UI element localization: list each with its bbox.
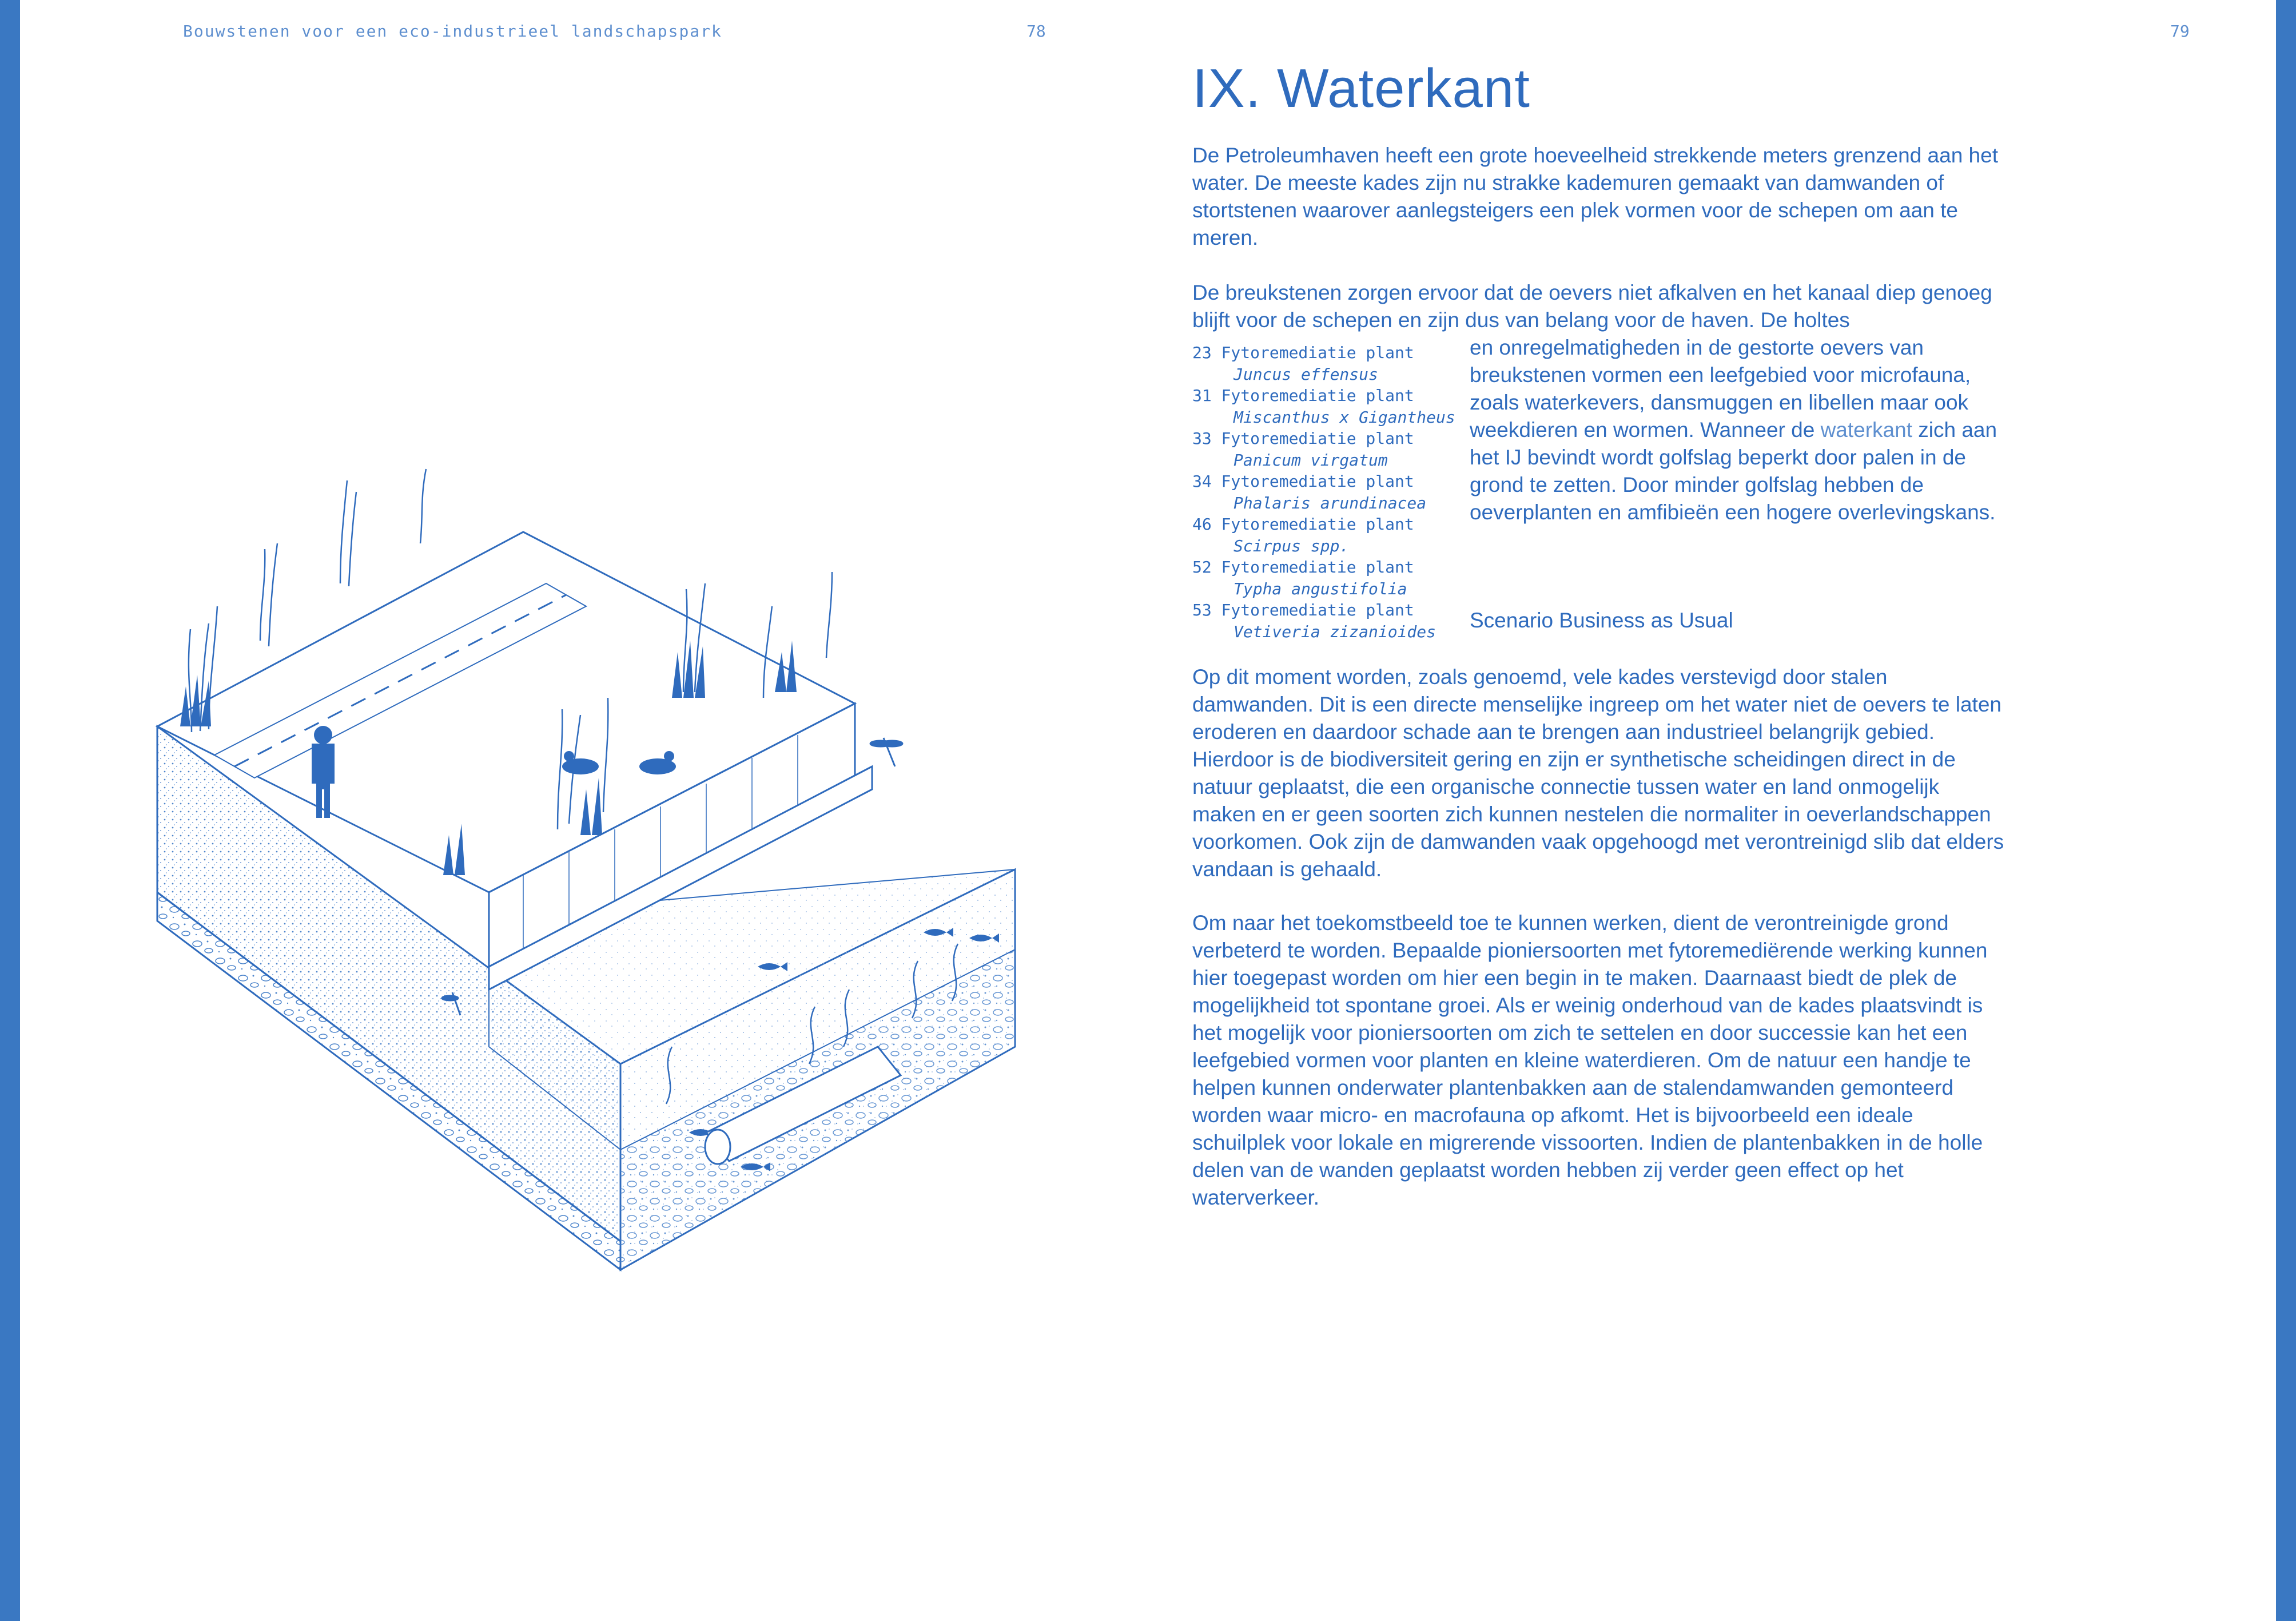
waterfront-isometric-illustration (123, 458, 1049, 1281)
paragraph-intro: De Petroleumhaven heeft een grote hoeveelheid strekkende meters grenzend aan het water. De meeste kades zijn nu strakke kademuren gemaakt van damwanden of stortstenen waarover aanlegsteigers een plek vormen voor de schepen om aan te meren. (1192, 144, 1998, 249)
species-item: 34 Fytoremediatie plant Phalaris arundinacea (1192, 472, 1427, 512)
species-item: 53 Fytoremediatie plant Vetiveria zizanioides (1192, 601, 1437, 641)
species-item: 33 Fytoremediatie plant Panicum virgatum (1192, 429, 1414, 470)
keyword-waterkant: waterkant (1820, 418, 1912, 442)
page-number-right: 79 (2170, 22, 2190, 41)
species-item: 31 Fytoremediatie plant Miscanthus x Gigantheus (1192, 386, 1455, 427)
paragraph-breukstenen-start: De breukstenen zorgen ervoor dat de oevers niet afkalven en het kanaal diep genoeg blijft voor de schepen en zijn dus van belang voor de haven. De holtes (1192, 281, 1992, 332)
paragraph-damwanden: Op dit moment worden, zoals genoemd, vele kades verstevigd door stalen damwanden. Dit is een directe menselijke ingreep om het water niet de oevers te laten eroderen en daardoor schade aan te brengen aan industrieel belangrijk gebied. Hierdoor is de biodiversiteit gering en zijn er synthetische scheidingen direct in de natuur geplaatst, die een organische connectie tussen water en land onmogelijk maken en er geen soorten zich kunnen nestelen die normaliter in oeverlandschappen voorkomen. Ook zijn de damwanden vaak opgehoogd met verontreinigd slib dat elders vandaan is gehaald. (1192, 665, 2004, 881)
scenario-heading: Scenario Business as Usual (1470, 609, 1733, 632)
paragraph-breukstenen-column: en onregelmatigheden in de gestorte oevers van breukstenen vormen een leefgebied voor microfauna, zoals waterkevers, dansmuggen en libellen maar ook weekdieren en wormen. Wanneer de waterkant zich aan het IJ bevindt wordt golfslag beperkt door palen in de grond te zetten. Door minder golfslag hebben de oeverplanten en amfibieën een hogere overlevingskans. (1470, 336, 1997, 524)
running-head: Bouwstenen voor een eco-industrieel landschapspark (183, 22, 722, 41)
species-list (1192, 342, 1467, 642)
paragraph-toekomstbeeld: Om naar het toekomstbeeld toe te kunnen werken, dient de verontreinigde grond verbeterd te worden. Bepaalde pioniersoorten met fytoremediërende werking kunnen hier toegepast worden om hier een begin in te maken. Daarnaast biedt de plek de mogelijkheid tot spontane groei. Als er weinig onderhoud van de kades plaatsvindt is het mogelijk voor pioniersoorten om zich te settelen en door successie kan het een leefgebied vormen voor planten en kleine waterdieren. Om de natuur een handje te helpen kunnen onderwater plantenbakken aan de stalendamwanden gemonteerd worden waar micro- en macrofauna op afkomt. Het is bijvoorbeeld een ideale schuilplek voor lokale en migrerende vissoorten. Indien de plantenbakken in de holle delen van de wanden geplaatst worden hebben zij verder geen effect op het waterverkeer. (1192, 911, 1988, 1209)
species-item: 46 Fytoremediatie plant Scirpus spp. (1192, 515, 1414, 555)
book-spread (20, 0, 2276, 1621)
species-item: 52 Fytoremediatie plant Typha angustifolia (1192, 558, 1414, 598)
page-number-left: 78 (1026, 22, 1046, 41)
chapter-title: IX. Waterkant (1192, 58, 1530, 119)
species-item: 23 Fytoremediatie plant Juncus effensus (1192, 343, 1414, 384)
